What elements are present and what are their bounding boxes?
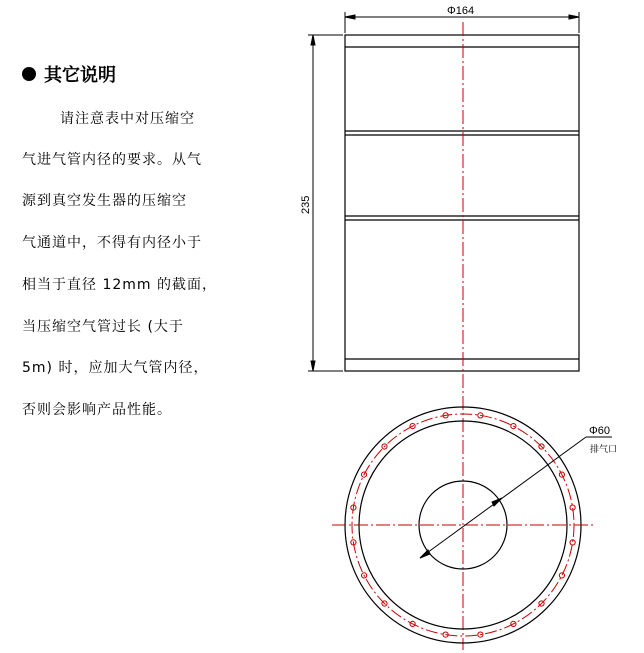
note-line-8: 否则会影响产品性能。: [22, 402, 172, 418]
height-arrow-bottom: [311, 361, 315, 371]
note-line-3: 源到真空发生器的压缩空: [22, 193, 187, 209]
height-dim-text: 235: [300, 195, 312, 214]
note-line-4: 气通道中，不得有内径小于: [22, 235, 202, 251]
note-line-1: 请注意表中对压缩空: [60, 111, 195, 127]
height-arrow-top: [311, 35, 315, 45]
front-view: [345, 35, 579, 371]
width-dim-text: Φ164: [447, 5, 475, 17]
note-line-5: 相当于直径 12mm 的截面，: [22, 277, 217, 293]
leader-arrow-1: [420, 550, 430, 558]
note-line-7: 5m) 时，应加大气管内径，: [22, 360, 209, 376]
leader-line: [420, 437, 586, 558]
hole-label-text: 排气口: [590, 445, 618, 455]
cylinder-outline: [345, 35, 579, 371]
notes-heading-text: 其它说明: [44, 65, 116, 86]
width-arrow-left: [345, 15, 355, 19]
bolt-hole: [559, 573, 564, 578]
hole-dim-text: Φ60: [589, 425, 611, 437]
hole-leader: [420, 437, 612, 558]
bolt-hole: [511, 424, 516, 429]
width-arrow-right: [569, 15, 579, 19]
height-dimension: [308, 35, 343, 371]
note-line-6: 当压缩空气管过长 (大于: [22, 319, 184, 335]
note-line-2: 气进气管内径的要求。从气: [22, 152, 202, 168]
